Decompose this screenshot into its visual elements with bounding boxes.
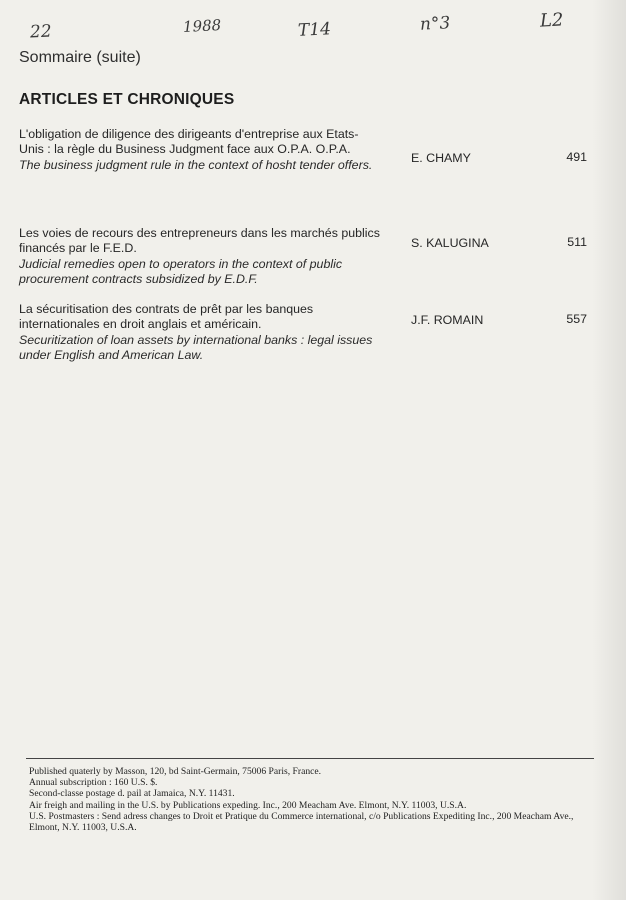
article-title-en: Securitization of loan assets by international banks : legal issues under English and American Law.: [19, 333, 373, 362]
handwritten-code: T14: [297, 19, 332, 41]
article-title-en: Judicial remedies open to operators in the context of public procurement contracts subsidized by E.D.F.: [19, 257, 343, 286]
article-title-fr: L'obligation de diligence des dirigeants d'entreprise aux Etats-Unis : la règle du Business Judgment face aux O.P.A. O.P.A.: [19, 127, 359, 156]
footer-line: U.S. Postmasters : Send adress changes to Droit et Pratique du Commerce international, c/o Publications Expediting Inc., 200 Meacham Ave., Elmont, N.Y. 11003, U.S.A.: [29, 810, 574, 834]
article-title-fr: Les voies de recours des entrepreneurs dans les marchés publics financés par le F.E.D.: [19, 226, 380, 255]
footer-line: Air freigh and mailing in the U.S. by Publications expeding. Inc., 200 Meacham Ave. Elmont, N.Y. 11003, U.S.A.: [29, 799, 467, 811]
handwritten-issue: n°3: [419, 13, 451, 35]
article-page-number: 557: [566, 312, 587, 326]
article-author: E. CHAMY: [411, 151, 471, 165]
handwritten-number: 22: [29, 21, 53, 43]
footer-line: Annual subscription : 160 U.S. $.: [29, 777, 158, 789]
article-entry: [19, 127, 609, 173]
handwritten-year: 1988: [182, 16, 222, 36]
footer-line: Published quaterly by Masson, 120, bd Saint-Germain, 75006 Paris, France.: [29, 766, 322, 777]
article-entry: [19, 226, 609, 286]
article-author: S. KALUGINA: [411, 236, 489, 250]
article-title-fr: La sécuritisation des contrats de prêt par les banques internationales en droit anglais et américain.: [19, 302, 314, 331]
handwritten-shelf-mark: L2: [539, 9, 564, 32]
footer-line: Second-classe postage d. pail at Jamaica, N.Y. 11431.: [29, 788, 235, 800]
publication-footer: [29, 766, 599, 833]
article-page-number: 491: [566, 150, 587, 164]
article-page-number: 511: [567, 235, 587, 249]
section-title: ARTICLES ET CHRONIQUES: [19, 91, 235, 108]
article-author: J.F. ROMAIN: [411, 313, 484, 327]
footer-divider: [26, 758, 594, 759]
article-entry: [19, 302, 609, 362]
page-title: Sommaire (suite): [19, 49, 141, 66]
article-title-en: The business judgment rule in the context of hosht tender offers.: [19, 158, 373, 173]
